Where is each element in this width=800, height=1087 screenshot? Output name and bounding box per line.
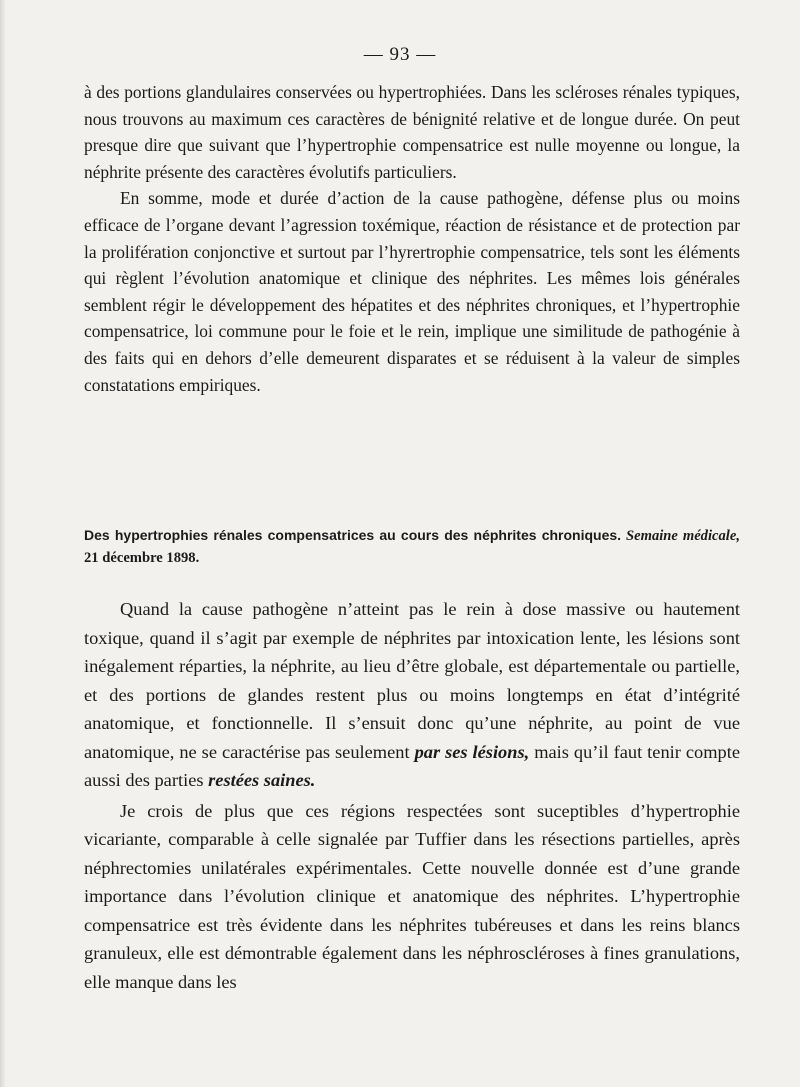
scan-edge-shadow [0,0,6,1087]
page-number: — 93 — [363,44,437,65]
paragraph-3-text-b: mais qu’il faut tenir compte aussi des parties [84,741,740,790]
reference-heading [84,525,740,569]
section-2-text [84,595,740,996]
paragraph-3 [84,595,740,795]
paragraph-4: Je crois de plus que ces régions respectées sont suceptibles d’hypertrophie vicariante, comparable à celle signalée par Tuffier dans les résections partielles, après néphrectomies unilatérales expérimentales. Cette nouvelle donnée est d’une grande importance dans l’évolution clinique et anatomique des néphrites. L’hypertrophie compensatrice est très évidente dans les néphrites tubéreuses et dans les reins blancs granuleux, elle est démontrable également dans les néphroscléroses à fines granulations, elle manque dans les [84,800,740,992]
paragraph-3-text-a: Quand la cause pathogène n’atteint pas le rein à dose massive ou hautement toxique, quand il s’agit par exemple de néphrites par intoxication lente, les lésions sont inégalement réparties, la néphrite, au lieu d’être globale, est départementale ou partielle, et des portions de glandes restent plus ou moins longtemps en état d’intégrité anatomique, et fonctionnelle. Il s’ensuit donc qu’une néphrite, au point de vue anatomique, ne se caractérise pas seulement [84,599,740,762]
emphasis-restees-saines: restées saines. [208,770,316,790]
section-1-text [84,79,740,398]
paragraph-2: En somme, mode et durée d’action de la cause pathogène, défense plus ou moins efficace de l’organe devant l’agression toxémique, réaction de résistance et de protection par la prolifération conjonctive et surtout par l’hyrertrophie compensatrice, tels sont les éléments qui règlent l’évolution anatomique et clinique des néphrites. Les mêmes lois générales semblent régir le développement des hépatites et des néphrites chroniques, et l’hypertrophie compensatrice, loi commune pour le foie et le rein, implique une similitude de pathogénie à des faits qui en dehors d’elle demeurent disparates et se réduisent à la valeur de simples constatations empiriques. [84,188,740,395]
reference-title: Des hypertrophies rénales compensatrices au cours des néphrites chroniques. [84,527,622,543]
paragraph-1: à des portions glandulaires conservées ou hypertrophiées. Dans les scléroses rénales typiques, nous trouvons au maximum ces caractères de bénignité relative et de longue durée. On peut presque dire que suivant que l’hypertrophie compensatrice est nulle moyenne ou longue, la néphrite présente des caractères évolutifs particuliers. [84,82,740,182]
emphasis-par-ses-lesions: par ses lésions, [414,741,530,762]
reference-date: 21 décembre 1898. [84,549,200,566]
reference-journal: Semaine médicale, [626,528,740,544]
